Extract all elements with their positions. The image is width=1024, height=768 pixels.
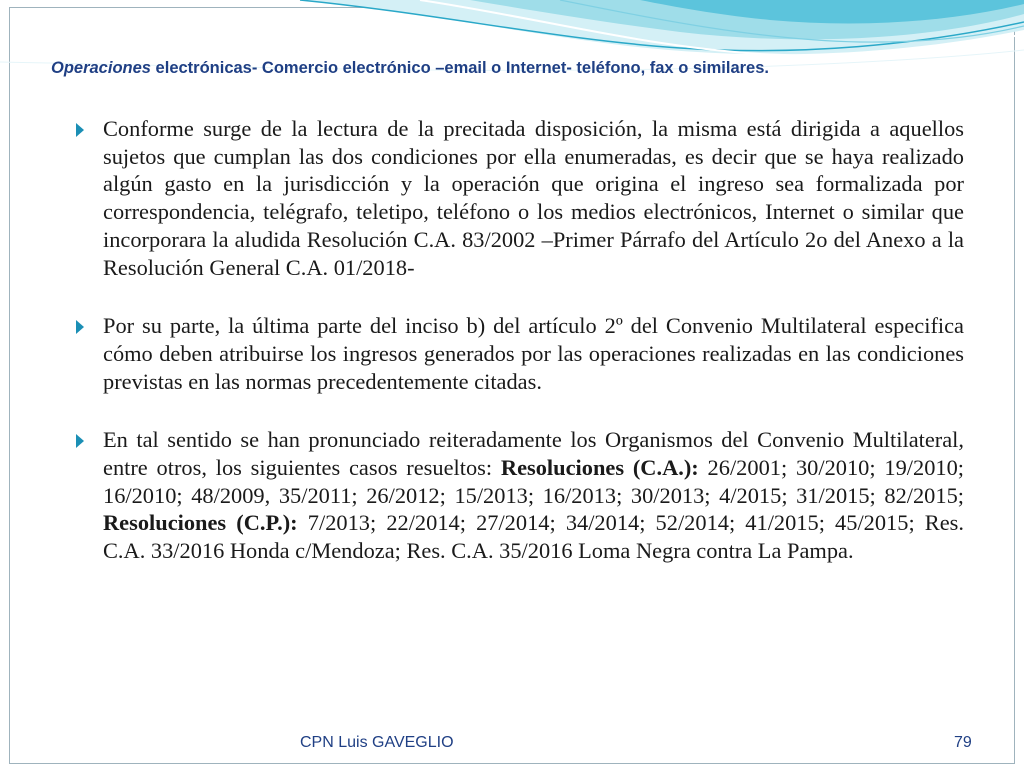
- bullet-item: [76, 426, 964, 565]
- slide-title-lead: Operaciones: [51, 59, 151, 77]
- bullet-text: [103, 427, 964, 563]
- slide-title: [51, 57, 981, 79]
- bullet-list: [76, 115, 964, 596]
- bullet-text: Conforme surge de la lectura de la precitada disposición, la misma está dirigida a aquellos sujetos que cumplan las dos condiciones por ella enumeradas, es decir que se haya realizado algún gasto en la jurisdicción y la operación que origina el ingreso sea formalizada por correspondencia, telégrafo, teletipo, teléfono o los medios electrónicos, Internet o similar que incorporara la aludida Resolución C.A. 83/2002 –Primer Párrafo del Artículo 2o del Anexo a la Resolución General C.A. 01/2018-: [103, 116, 964, 280]
- bullet-text-part: En tal sentido se han pronunciado reiteradamente los Organismos del Convenio Multilateral, entre otros, los siguientes casos resueltos:: [103, 427, 964, 481]
- triangle-bullet-icon: [76, 434, 84, 448]
- bullet-text: Por su parte, la última parte del inciso b) del artículo 2º del Convenio Multilateral especifica cómo deben atribuirse los ingresos generados por las operaciones realizadas en las condiciones previstas en las normas precedentemente citadas.: [103, 313, 964, 394]
- bullet-item: [76, 115, 964, 281]
- page-number: 79: [954, 734, 972, 751]
- bullet-text-part: 7/2013; 22/2014; 27/2014; 34/2014; 52/2014; 41/2015; 45/2015; Res. C.A. 33/2016 Honda c/Mendoza; Res. C.A. 35/2016 Loma Negra contra La Pampa.: [103, 510, 964, 564]
- bullet-item: [76, 312, 964, 395]
- slide-title-rest: electrónicas- Comercio electrónico –email o Internet- teléfono, fax o similares.: [150, 59, 769, 77]
- footer-author: CPN Luis GAVEGLIO: [300, 734, 454, 751]
- bullet-bold-label: Resoluciones (C.A.):: [500, 455, 699, 481]
- bullet-text-part: 26/2001; 30/2010; 19/2010; 16/2010; 48/2009, 35/2011; 26/2012; 15/2013; 16/2013; 30/2013; 4/2015; 31/2015; 82/2015;: [103, 455, 964, 508]
- bullet-bold-label: Resoluciones (C.P.):: [103, 510, 298, 536]
- triangle-bullet-icon: [76, 123, 84, 137]
- triangle-bullet-icon: [76, 320, 84, 334]
